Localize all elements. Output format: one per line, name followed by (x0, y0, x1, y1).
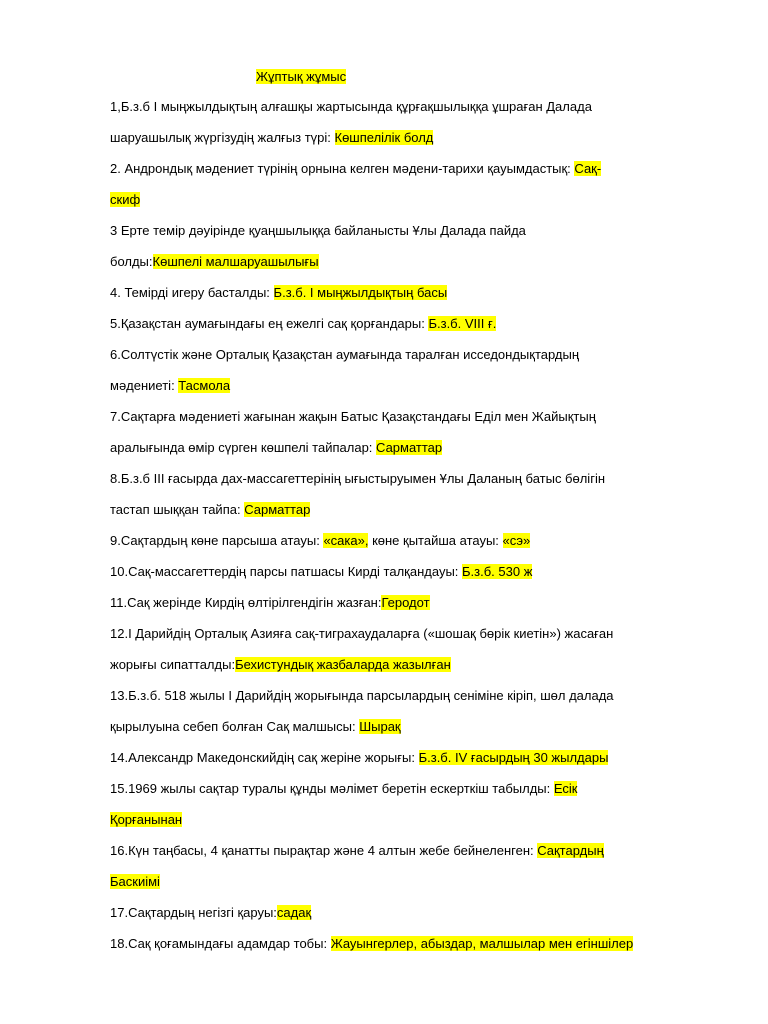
text-line (110, 903, 311, 923)
text-line (110, 562, 532, 582)
line-text: 5.Қазақстан аумағындағы ең ежелгі сақ қорғандары: (110, 316, 429, 331)
line-text: болды: (110, 254, 153, 269)
answer-highlight: Б.з.б. IV ғасырдың 30 жылдары (418, 750, 609, 765)
line-text: тастап шыққан тайпа: (110, 502, 245, 517)
line-text: 14.Александр Македонскийдің сақ жеріне жорығы: (110, 750, 419, 765)
text-line (110, 345, 579, 365)
line-text: 3 Ерте темір дәуірінде қуаңшылыққа байланысты Ұлы Далада пайда (110, 223, 526, 238)
line-text: 13.Б.з.б. 518 жылы I Дарийдің жорығында парсылардың сеніміне кіріп, шөл далада (110, 688, 614, 703)
answer-highlight: Баскиімі (110, 874, 160, 889)
answer-highlight: Сарматтар (244, 502, 311, 517)
text-line (110, 159, 601, 179)
text-line (110, 717, 401, 737)
text-line (110, 934, 633, 954)
line-text: 17.Сақтардың негізгі қаруы: (110, 905, 277, 920)
text-line (110, 314, 496, 334)
answer-highlight: Б.з.б. I мыңжылдықтың басы (273, 285, 448, 300)
answer-highlight: Шырақ (359, 719, 401, 734)
answer-highlight: «сака», (323, 533, 369, 548)
answer-highlight: Көшпелілік болд (334, 130, 434, 145)
line-text: көне қытайша атауы: (368, 533, 503, 548)
answer-highlight: Сақтардың (537, 843, 604, 858)
text-line (110, 593, 430, 613)
answer-highlight: Сақ- (574, 161, 602, 176)
answer-highlight: Жауынгерлер, абыздар, малшылар мен егіншілер (330, 936, 634, 951)
text-line (110, 97, 592, 117)
text-line (110, 779, 577, 799)
text-line (110, 469, 605, 489)
line-text: мәдениеті: (110, 378, 179, 393)
text-line (110, 376, 230, 396)
text-line (110, 407, 596, 427)
text-line (110, 624, 613, 644)
answer-highlight: Көшпелі малшаруашылығы (152, 254, 319, 269)
line-text: 6.Солтүстік және Орталық Қазақстан аумағында таралған исседондықтардың (110, 347, 580, 362)
line-text: 12.I Дарийдің Орталық Азияға сақ-тиграхаудаларға («шошақ бөрік киетін») жасаған (110, 626, 614, 641)
answer-highlight: Қорғанынан (110, 812, 183, 827)
answer-highlight: Сарматтар (376, 440, 443, 455)
text-line (110, 500, 310, 520)
text-line (110, 655, 451, 675)
text-line (110, 531, 530, 551)
answer-highlight: Тасмола (178, 378, 231, 393)
title-highlight: Жұптық жұмыс (256, 69, 347, 84)
line-text: 15.1969 жылы сақтар туралы құнды мәлімет беретін ескерткіш табылды: (110, 781, 554, 796)
line-text: 9.Сақтардың көне парсыша атауы: (110, 533, 324, 548)
line-text: 2. Андрондық мәдениет түрінің орнына келген мәдени-тарихи қауымдастық: (110, 161, 575, 176)
text-line (110, 190, 140, 210)
text-line (110, 686, 614, 706)
line-text: 7.Сақтарға мәдениеті жағынан жақын Батыс Қазақстандағы Еділ мен Жайықтың (110, 409, 596, 424)
text-line (110, 810, 182, 830)
line-text: жорығы сипатталды: (110, 657, 236, 672)
line-text: 16.Күн таңбасы, 4 қанатты пырақтар және 4 алтын жебе бейнеленген: (110, 843, 538, 858)
text-line (110, 221, 526, 241)
line-text: 18.Сақ қоғамындағы адамдар тобы: (110, 936, 331, 951)
document-title (256, 67, 346, 87)
answer-highlight: Б.з.б. VIII ғ. (428, 316, 497, 331)
line-text: 8.Б.з.б III ғасырда дах-массагеттерінің ығыстыруымен Ұлы Даланың батыс бөлігін (110, 471, 606, 486)
text-line (110, 872, 160, 892)
text-line (110, 283, 447, 303)
line-text: қырылуына себеп болған Сақ малшысы: (110, 719, 360, 734)
answer-highlight: Б.з.б. 530 ж (462, 564, 533, 579)
answer-highlight: садақ (276, 905, 312, 920)
text-line (110, 748, 608, 768)
answer-highlight: Геродот (381, 595, 430, 610)
line-text: 4. Темірді игеру басталды: (110, 285, 274, 300)
line-text: шаруашылық жүргізудің жалғыз түрі: (110, 130, 335, 145)
text-line (110, 841, 604, 861)
line-text: 1,Б.з.б I мыңжылдықтың алғашқы жартысында құрғақшылыққа ұшраған Далада (110, 99, 592, 114)
line-text: аралығында өмір сүрген көшпелі тайпалар: (110, 440, 377, 455)
line-text: 11.Сақ жерінде Кирдің өлтірілгендігін жазған: (110, 595, 382, 610)
answer-highlight: Есік (553, 781, 578, 796)
text-line (110, 438, 442, 458)
answer-highlight: Бехистундық жазбаларда жазылған (235, 657, 451, 672)
answer-highlight: «сэ» (502, 533, 531, 548)
line-text: 10.Сақ-массагеттердің парсы патшасы Кирді талқандауы: (110, 564, 463, 579)
text-line (110, 128, 433, 148)
answer-highlight: скиф (110, 192, 141, 207)
text-line (110, 252, 319, 272)
